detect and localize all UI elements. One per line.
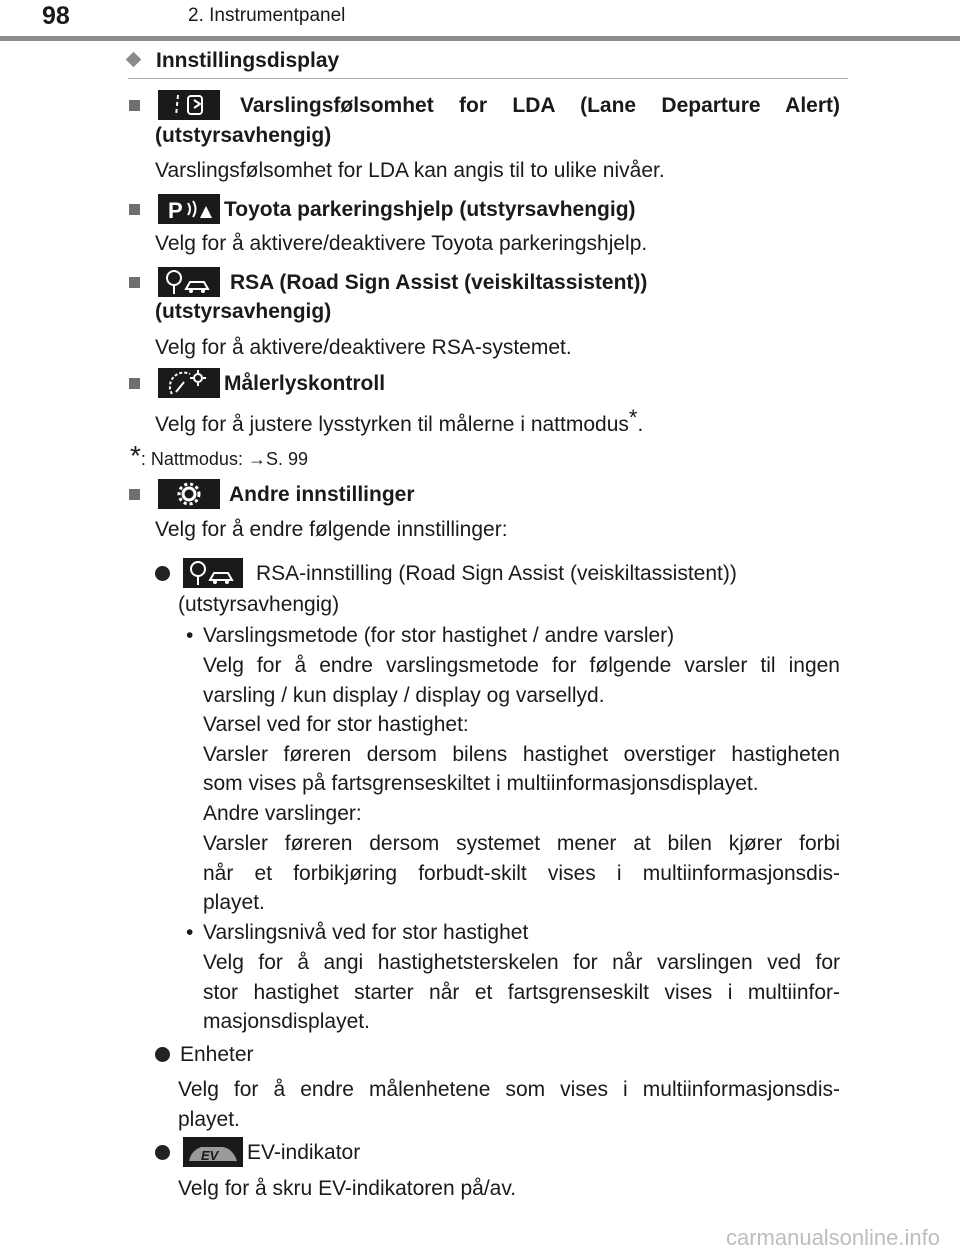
parking-title: Toyota parkeringshjelp (utstyrsavhengig) — [224, 198, 636, 221]
units-line: playet. — [178, 1108, 240, 1131]
page-number: 98 — [42, 2, 70, 30]
round-bullet-icon — [155, 566, 170, 581]
meter-desc — [155, 403, 643, 440]
rsa-setting-title: RSA-innstilling (Road Sign Assist (veiskiltassistent)) — [256, 562, 737, 585]
chapter-title: 2. Instrumentpanel — [188, 5, 346, 26]
bullet2-line: masjonsdisplayet. — [203, 1010, 370, 1033]
bullet2-line: Velg for å angi hastighetsterskelen for når varslingen ved for — [203, 951, 840, 974]
section-heading — [128, 48, 848, 79]
rsa-setting-title-cont: (utstyrsavhengig) — [178, 593, 340, 616]
bullet1-line: Andre varslinger: — [203, 802, 362, 825]
ev-icon-text: EV — [201, 1148, 219, 1163]
lda-title-cont: (utstyrsavhengig) — [155, 124, 332, 147]
meter-brightness-icon — [158, 368, 220, 398]
road-sign-car-icon — [158, 267, 220, 297]
bullet1-line: Varsel ved for stor hastighet: — [203, 713, 469, 736]
footnote-star: * — [130, 440, 141, 471]
svg-text:P: P — [168, 198, 183, 223]
gear-icon — [158, 479, 220, 509]
other-title: Andre innstillinger — [229, 483, 415, 506]
bullet1-line: playet. — [203, 891, 265, 914]
meter-desc-text: Velg for å justere lysstyrken til målerne i nattmodus — [155, 413, 629, 436]
units-title: Enheter — [180, 1043, 254, 1066]
round-bullet-icon — [155, 1145, 170, 1160]
bullet1-line: som vises på fartsgrenseskiltet i multiinformasjonsdisplayet. — [203, 772, 759, 795]
square-bullet-icon — [129, 277, 140, 288]
lda-title: Varslingsfølsomhet for LDA (Lane Departure Alert) — [240, 94, 840, 117]
parking-sensor-icon — [158, 194, 220, 224]
square-bullet-icon — [129, 204, 140, 215]
ev-indicator-icon — [183, 1137, 243, 1167]
bullet1-line: varsling / kun display / display og varsellyd. — [203, 684, 605, 707]
diamond-icon — [126, 52, 142, 68]
footnote-mark: * — [628, 405, 638, 430]
bullet1-line: Varsler føreren dersom systemet mener at bilen kjører forbi — [203, 832, 840, 855]
ev-title: EV-indikator — [247, 1141, 361, 1164]
parking-desc: Velg for å aktivere/deaktivere Toyota parkeringshjelp. — [155, 232, 648, 255]
meter-desc-end: . — [637, 413, 644, 436]
watermark: carmanualsonline.info — [725, 1225, 940, 1250]
arrow-icon: → — [247, 449, 266, 469]
footnote — [130, 442, 308, 473]
square-bullet-icon — [129, 378, 140, 389]
other-desc: Velg for å endre følgende innstillinger: — [155, 518, 508, 541]
rsa-desc: Velg for å aktivere/deaktivere RSA-systemet. — [155, 336, 572, 359]
ev-desc: Velg for å skru EV-indikatoren på/av. — [178, 1177, 517, 1200]
bullet1-title: Varslingsmetode (for stor hastighet / andre varsler) — [203, 624, 675, 647]
bullet-mark: • — [186, 921, 194, 944]
road-sign-car-icon — [183, 558, 243, 588]
rsa-title-cont: (utstyrsavhengig) — [155, 300, 332, 323]
footnote-ref[interactable]: S. 99 — [265, 449, 308, 469]
round-bullet-icon — [155, 1047, 170, 1062]
section-title: Innstillingsdisplay — [156, 49, 340, 72]
bullet2-line: stor hastighet starter når et fartsgrenseskilt vises i multiinfor- — [203, 981, 840, 1004]
header-rule — [0, 36, 960, 41]
square-bullet-icon — [129, 489, 140, 500]
lane-departure-icon — [158, 90, 220, 120]
meter-title: Målerlyskontroll — [224, 372, 386, 395]
square-bullet-icon — [129, 100, 140, 111]
bullet2-title: Varslingsnivå ved for stor hastighet — [203, 921, 529, 944]
lda-desc: Varslingsfølsomhet for LDA kan angis til to ulike nivåer. — [155, 159, 665, 182]
bullet1-line: når et forbikjøring forbudt-skilt vises i multiinformasjonsdis- — [203, 862, 840, 885]
bullet-mark: • — [186, 624, 194, 647]
footnote-text: : Nattmodus: — [140, 449, 248, 469]
rsa-title: RSA (Road Sign Assist (veiskiltassistent)) — [230, 271, 648, 294]
bullet1-line: Velg for å endre varslingsmetode for følgende varsler til ingen — [203, 654, 840, 677]
bullet1-line: Varsler føreren dersom bilens hastighet overstiger hastigheten — [203, 743, 840, 766]
units-line: Velg for å endre målenhetene som vises i multiinformasjonsdis- — [178, 1078, 840, 1101]
